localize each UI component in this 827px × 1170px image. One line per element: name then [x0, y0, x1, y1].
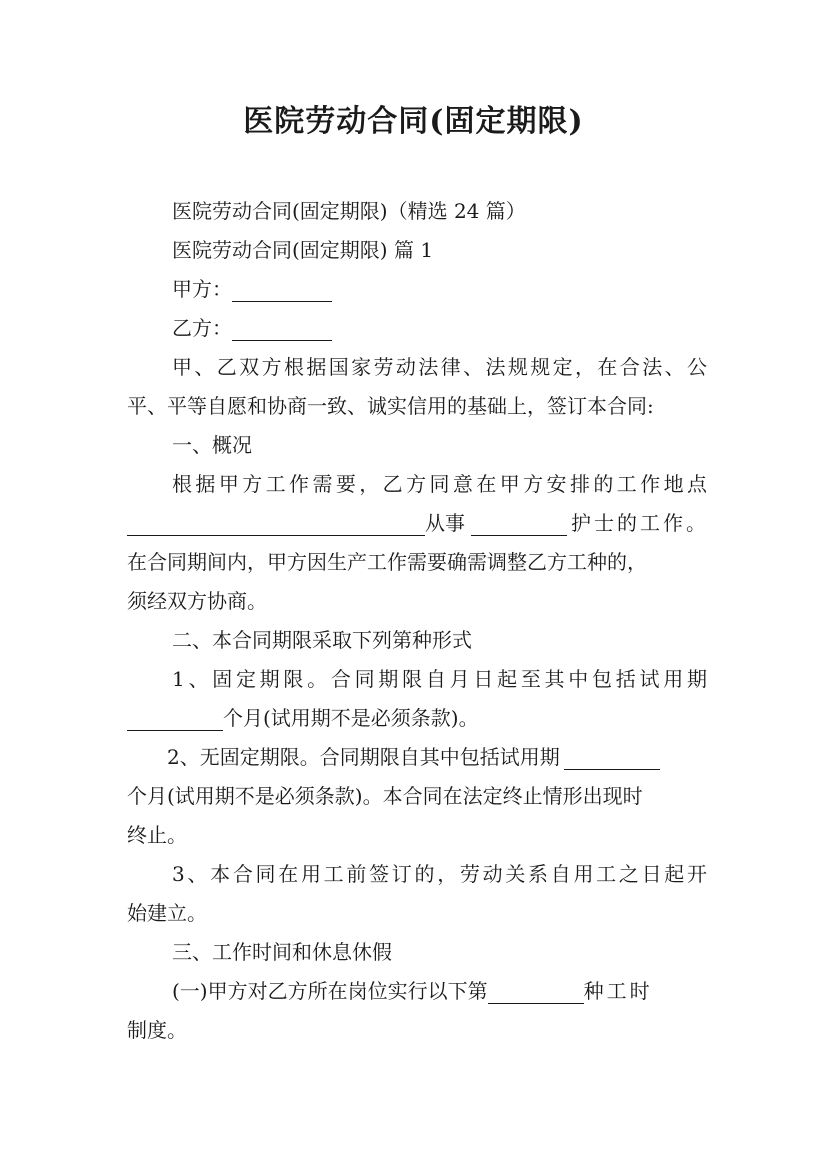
- hours-line-1-tail: 种工时: [583, 979, 653, 1003]
- heading-hours: 三、工作时间和休息休假: [172, 940, 392, 964]
- term1-line-2-text: 个月(试用期不是必须条款)。: [223, 706, 479, 730]
- term3-line-2: 始建立。: [127, 901, 207, 925]
- work-location-blank: [127, 511, 425, 536]
- term2-line-1-text: 2、无固定期限。合同期限自其中包括试用期: [167, 745, 560, 769]
- general-line-4: 须经双方协商。: [127, 589, 267, 613]
- general-engage-text: 从事: [425, 511, 465, 535]
- preamble-line-1: 甲、乙双方根据国家劳动法律、法规规定，在合法、公: [172, 355, 707, 379]
- hours-line-1: [127, 972, 707, 1011]
- heading-term: 二、本合同期限采取下列第种形式: [172, 628, 472, 652]
- party-a-blank: [232, 277, 332, 302]
- work-hours-blank: [488, 979, 584, 1004]
- party-b-blank: [232, 316, 332, 341]
- party-b-line: [127, 309, 707, 348]
- document-body: [127, 192, 707, 1050]
- heading-general: 一、概况: [172, 433, 252, 457]
- general-nurse-text: 护士的工作。: [571, 511, 709, 535]
- subtitle: 医院劳动合同(固定期限)（精选 24 篇）: [172, 199, 526, 223]
- term2-line-2: 个月(试用期不是必须条款)。本合同在法定终止情形出现时: [127, 784, 643, 808]
- hours-line-1-text: (一)甲方对乙方所在岗位实行以下第: [172, 979, 488, 1003]
- general-line-3: 在合同期间内，甲方因生产工作需要确需调整乙方工种的，: [127, 550, 647, 574]
- job-blank: [471, 511, 567, 536]
- general-line-1: 根据甲方工作需要，乙方同意在甲方安排的工作地点: [172, 472, 707, 496]
- term2-line-1: [127, 738, 707, 777]
- probation-blank-1: [127, 706, 223, 731]
- probation-blank-2: [564, 745, 660, 770]
- general-line-2: [127, 504, 707, 543]
- term1-line-2: [127, 699, 707, 738]
- section-heading: 医院劳动合同(固定期限) 篇 1: [172, 238, 434, 262]
- term1-line-1: 1、固定期限。合同期限自月日起至其中包括试用期: [172, 667, 707, 691]
- hours-line-2: 制度。: [127, 1018, 187, 1042]
- document-title: 医院劳动合同(固定期限): [243, 104, 584, 139]
- party-a-line: [127, 270, 707, 309]
- term2-line-3: 终止。: [127, 823, 187, 847]
- party-b-label: 乙方：: [172, 316, 232, 340]
- term3-line-1: 3、本合同在用工前签订的，劳动关系自用工之日起开: [172, 862, 707, 886]
- preamble-line-2: 平、平等自愿和协商一致、诚实信用的基础上，签订本合同:: [127, 394, 654, 418]
- party-a-label: 甲方：: [172, 277, 232, 301]
